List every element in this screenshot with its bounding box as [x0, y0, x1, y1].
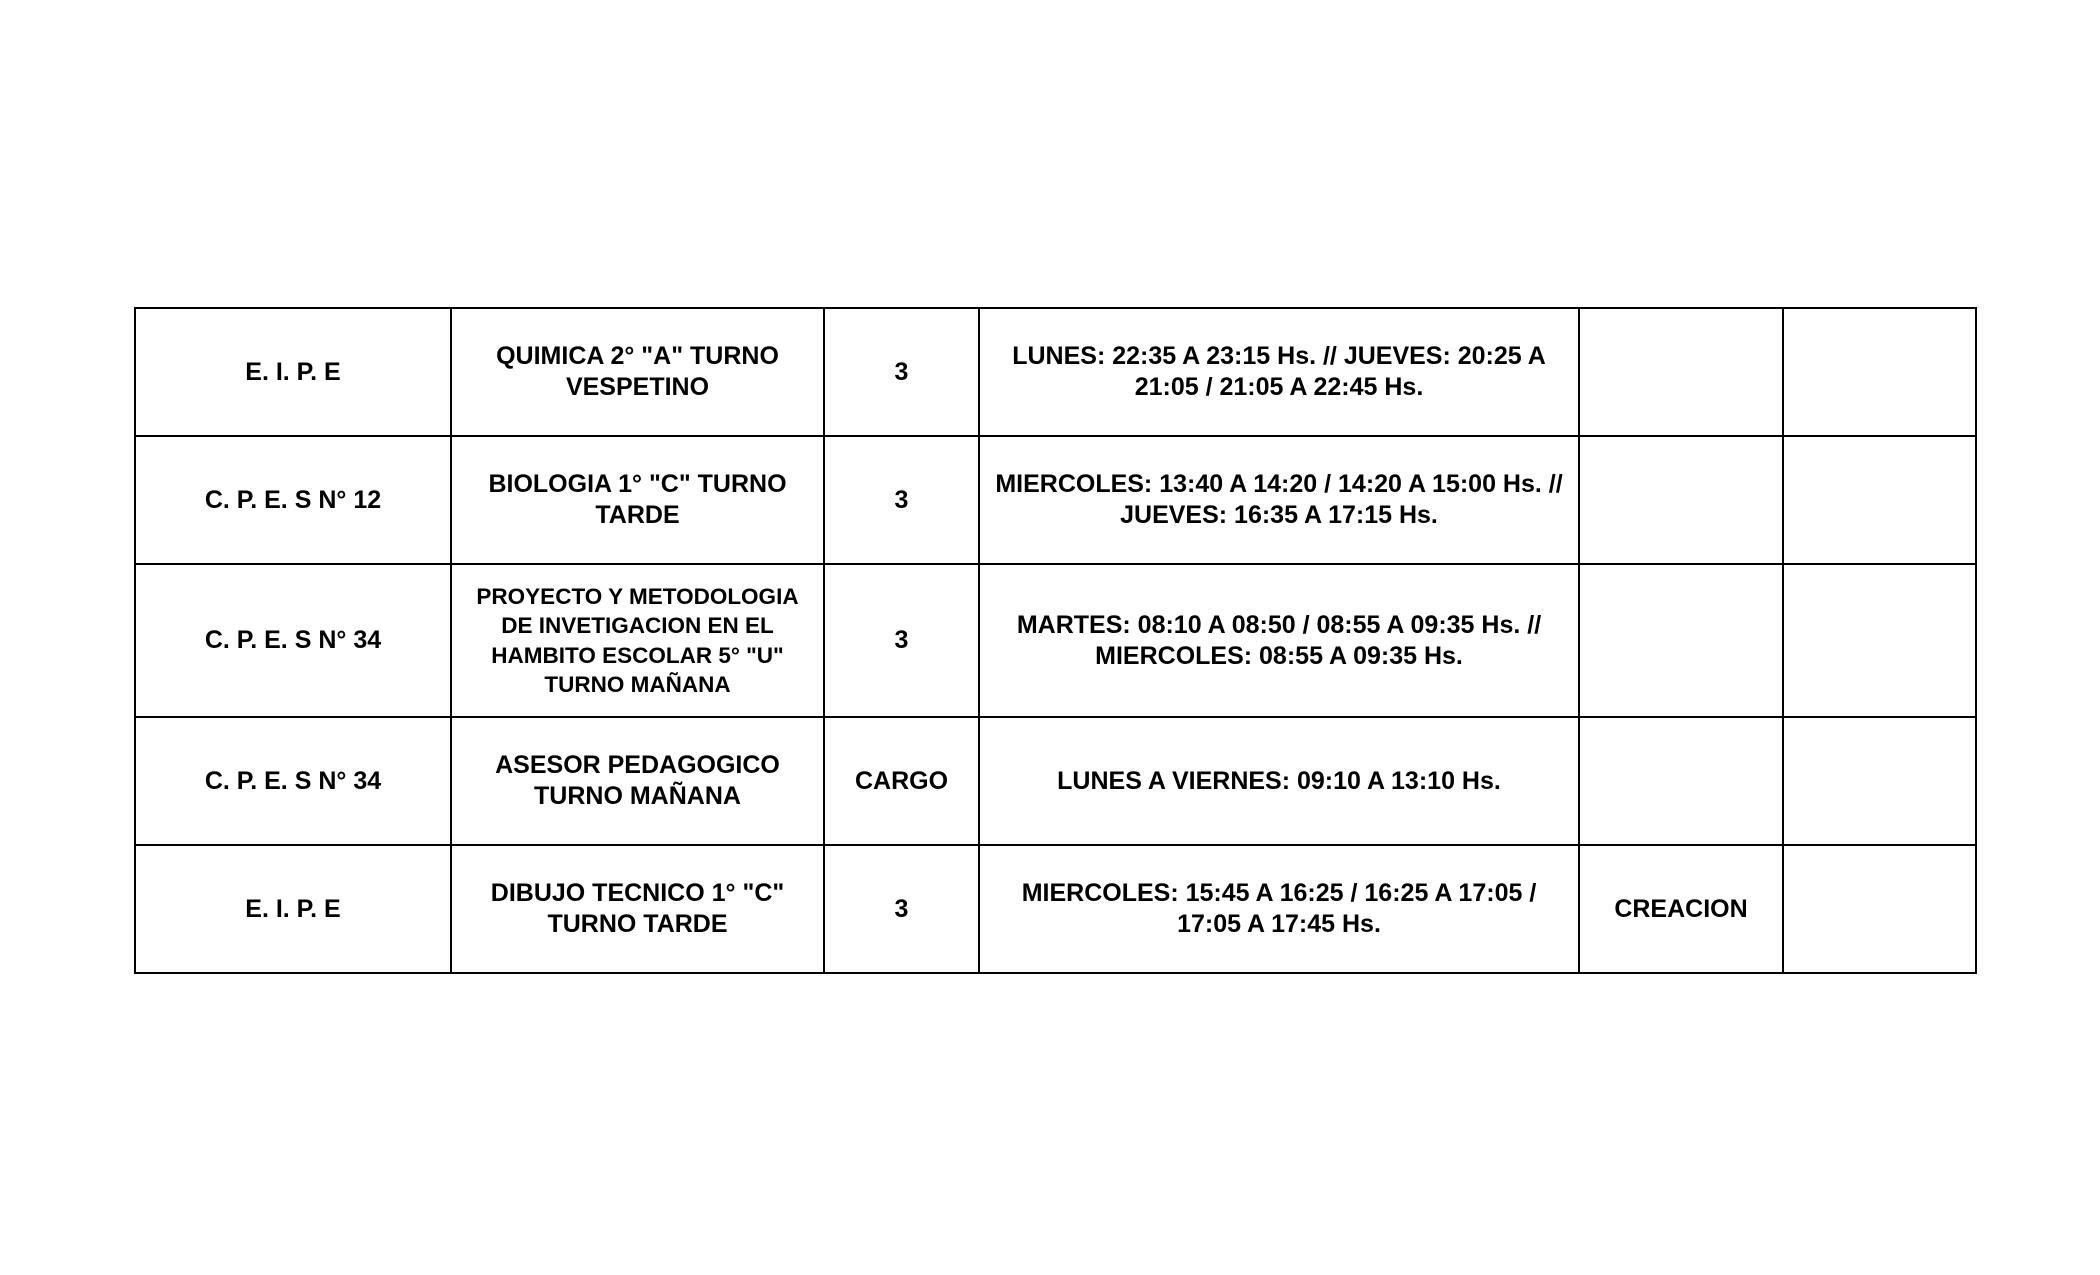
- table-row: [135, 845, 1976, 973]
- extra-cell: [1783, 564, 1976, 717]
- subject-cell: QUIMICA 2° "A" TURNO VESPETINO: [451, 308, 824, 436]
- hours-cell: 3: [824, 564, 979, 717]
- hours-cell: 3: [824, 845, 979, 973]
- table-row: [135, 436, 1976, 564]
- institution-cell: C. P. E. S N° 34: [135, 717, 451, 845]
- status-cell: [1579, 564, 1783, 717]
- institution-cell: C. P. E. S N° 12: [135, 436, 451, 564]
- status-cell: [1579, 717, 1783, 845]
- status-cell: CREACION: [1579, 845, 1783, 973]
- subject-cell: DIBUJO TECNICO 1° "C" TURNO TARDE: [451, 845, 824, 973]
- subject-cell: ASESOR PEDAGOGICO TURNO MAÑANA: [451, 717, 824, 845]
- schedule-cell: LUNES: 22:35 A 23:15 Hs. // JUEVES: 20:25 A 21:05 / 21:05 A 22:45 Hs.: [979, 308, 1579, 436]
- extra-cell: [1783, 845, 1976, 973]
- status-cell: [1579, 308, 1783, 436]
- schedule-table: [134, 307, 1977, 974]
- extra-cell: [1783, 308, 1976, 436]
- institution-cell: E. I. P. E: [135, 845, 451, 973]
- status-cell: [1579, 436, 1783, 564]
- hours-cell: 3: [824, 308, 979, 436]
- table-row: [135, 717, 1976, 845]
- subject-cell: BIOLOGIA 1° "C" TURNO TARDE: [451, 436, 824, 564]
- table-row: [135, 308, 1976, 436]
- extra-cell: [1783, 436, 1976, 564]
- table-row: [135, 564, 1976, 717]
- schedule-cell: MARTES: 08:10 A 08:50 / 08:55 A 09:35 Hs. // MIERCOLES: 08:55 A 09:35 Hs.: [979, 564, 1579, 717]
- institution-cell: E. I. P. E: [135, 308, 451, 436]
- schedule-cell: MIERCOLES: 13:40 A 14:20 / 14:20 A 15:00 Hs. // JUEVES: 16:35 A 17:15 Hs.: [979, 436, 1579, 564]
- subject-cell: PROYECTO Y METODOLOGIA DE INVETIGACION EN EL HAMBITO ESCOLAR 5° "U" TURNO MAÑANA: [451, 564, 824, 717]
- hours-cell: CARGO: [824, 717, 979, 845]
- schedule-cell: MIERCOLES: 15:45 A 16:25 / 16:25 A 17:05 / 17:05 A 17:45 Hs.: [979, 845, 1579, 973]
- institution-cell: C. P. E. S N° 34: [135, 564, 451, 717]
- schedule-cell: LUNES A VIERNES: 09:10 A 13:10 Hs.: [979, 717, 1579, 845]
- hours-cell: 3: [824, 436, 979, 564]
- extra-cell: [1783, 717, 1976, 845]
